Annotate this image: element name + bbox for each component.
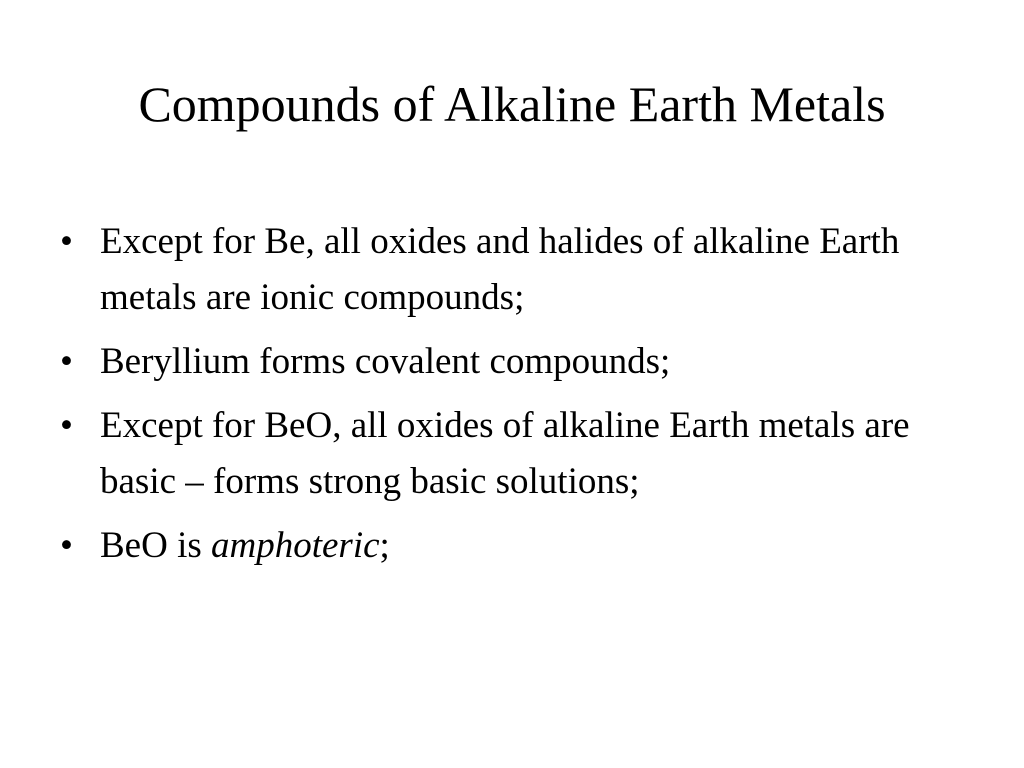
bullet-item [60, 334, 980, 390]
bullet-text-prefix: BeO is [100, 525, 211, 566]
bullet-text-suffix: ; [379, 525, 390, 566]
bullet-item [60, 214, 980, 326]
bullet-item [60, 398, 980, 510]
bullet-icon: • [60, 525, 73, 566]
bullet-list [60, 214, 980, 582]
bullet-text: Except for Be, all oxides and halides of alkaline Earth metals are ionic compounds; [100, 221, 900, 318]
bullet-text: Except for BeO, all oxides of alkaline Earth metals are basic – forms strong basic solutions; [100, 405, 910, 502]
bullet-icon: • [60, 341, 73, 382]
bullet-icon: • [60, 405, 73, 446]
bullet-text [100, 525, 390, 566]
bullet-icon: • [60, 221, 73, 262]
bullet-item [60, 518, 980, 574]
slide-title: Compounds of Alkaline Earth Metals [138, 76, 886, 132]
bullet-text: Beryllium forms covalent compounds; [100, 341, 671, 382]
bullet-text-emphasis: amphoteric [211, 525, 380, 566]
